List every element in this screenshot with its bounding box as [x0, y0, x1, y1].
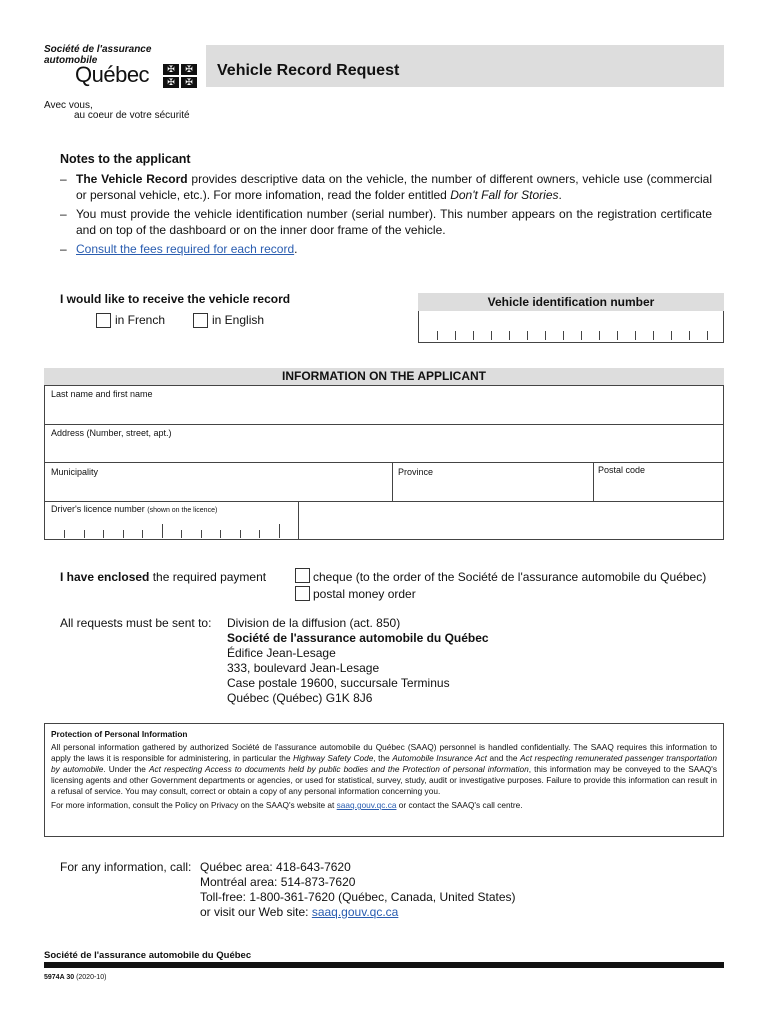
contact-block — [200, 860, 516, 920]
privacy-text: For more information, consult the Policy on Privacy on the SAAQ's website at — [51, 800, 337, 810]
licence-digit-tick — [181, 530, 182, 538]
licence-digit-tick — [201, 530, 202, 538]
vin-digit-tick — [437, 331, 438, 340]
licence-digit-tick — [279, 524, 280, 538]
contact-website-text: or visit our Web site: — [200, 905, 312, 919]
send-to-label: All requests must be sent to: — [60, 616, 212, 630]
org-line-1: Société de l'assurance — [44, 44, 152, 55]
note-1-end: . — [558, 188, 562, 202]
name-label: Last name and first name — [51, 389, 153, 399]
vin-label: Vehicle identification number — [418, 293, 724, 311]
vin-digit-tick — [635, 331, 636, 340]
licence-digit-tick — [84, 530, 85, 538]
address-line-1: Division de la diffusion (act. 850) — [227, 616, 401, 630]
address-label: Address (Number, street, apt.) — [51, 428, 172, 438]
privacy-text: . Under the — [103, 764, 149, 774]
licence-digit-tick — [259, 530, 260, 538]
licence-digit-tick — [298, 530, 299, 538]
org-line-2: automobile — [44, 55, 98, 66]
vin-digit-tick — [653, 331, 654, 340]
address-line-5: Case postale 19600, succursale Terminus — [227, 676, 450, 690]
applicant-heading: INFORMATION ON THE APPLICANT — [44, 368, 724, 385]
payment-label-bold: I have enclosed — [60, 570, 150, 584]
privacy-text: , this information may be conveyed to the SAAQ's licensing agents and other Government departments or agencies, or used for statistical, survey, study, audit or investigative purposes. Failure to provide this information can result in a refusal of service. You may consult, correct or obtain a copy of any personal information concerning you. — [51, 764, 717, 796]
address-field[interactable] — [44, 437, 724, 462]
fleur-de-lis-flag-icon: ✠ ✠ ✠ ✠ — [163, 64, 197, 88]
name-field[interactable] — [44, 398, 724, 424]
quebec-wordmark: Québec — [75, 62, 150, 87]
footer-bar — [44, 962, 724, 968]
english-label: in English — [212, 313, 265, 327]
privacy-text: or contact the SAAQ's call centre. — [396, 800, 523, 810]
privacy-italic: Act respecting Access to documents held by public bodies and the Protection of personal information — [148, 764, 529, 774]
footer-org: Société de l'assurance automobile du Québec — [44, 950, 252, 961]
postal-code-label: Postal code — [598, 465, 646, 475]
vin-input[interactable] — [418, 311, 724, 343]
privacy-italic: Act respecting remunerated passenger transportation by automobile — [51, 753, 717, 774]
vin-digit-tick — [671, 331, 672, 340]
contact-website — [200, 905, 516, 920]
address-line-3: Édifice Jean-Lesage — [227, 646, 336, 660]
vin-digit-tick — [689, 331, 690, 340]
licence-label-text: Driver's licence number — [51, 504, 145, 514]
contact-tollfree: Toll-free: 1-800-361-7620 (Québec, Canada, United States) — [200, 890, 516, 904]
vin-digit-tick — [563, 331, 564, 340]
privacy-text: , the — [373, 753, 393, 763]
vin-digit-tick — [491, 331, 492, 340]
address-line-2: Société de l'assurance automobile du Québec — [227, 631, 489, 645]
money-order-checkbox[interactable] — [295, 586, 310, 601]
fees-link[interactable]: Consult the fees required for each record — [76, 242, 295, 256]
licence-label — [51, 504, 217, 514]
note-1-bold: The Vehicle Record — [76, 172, 188, 186]
province-field[interactable] — [393, 476, 593, 501]
form-code-date: (2020-10) — [76, 974, 107, 981]
french-checkbox[interactable] — [96, 313, 111, 328]
note-1-italic: Don't Fall for Stories — [450, 188, 559, 202]
french-label: in French — [115, 313, 166, 327]
note-3 — [60, 241, 712, 257]
licence-digit-tick — [220, 530, 221, 538]
note-dash: – — [60, 242, 67, 256]
contact-quebec: Québec area: 418-643-7620 — [200, 860, 351, 874]
licence-digit-tick — [64, 530, 65, 538]
note-dash: – — [60, 172, 67, 186]
licence-digit-tick — [240, 530, 241, 538]
vin-digit-tick — [545, 331, 546, 340]
vin-digit-tick — [617, 331, 618, 340]
vin-digit-tick — [581, 331, 582, 340]
privacy-italic: Automobile Insurance Act — [392, 753, 487, 763]
language-question: I would like to receive the vehicle record — [60, 292, 291, 306]
province-label: Province — [398, 467, 434, 477]
vin-digit-tick — [599, 331, 600, 340]
municipality-label: Municipality — [51, 467, 99, 477]
form-code — [44, 974, 106, 981]
privacy-text: and the — [486, 753, 521, 763]
address-line-6: Québec (Québec) G1K 8J6 — [227, 691, 373, 705]
website-link[interactable]: saaq.gouv.qc.ca — [311, 905, 399, 919]
municipality-field[interactable] — [44, 476, 392, 501]
form-code-number: 5974A 30 — [44, 974, 75, 981]
vin-digit-tick — [455, 331, 456, 340]
privacy-notice — [44, 723, 724, 837]
vin-digit-tick — [473, 331, 474, 340]
payment-label — [60, 570, 266, 584]
contact-label: For any information, call: — [60, 860, 192, 874]
page-title: Vehicle Record Request — [217, 62, 400, 79]
money-order-label: postal money order — [313, 587, 416, 601]
postal-code-field[interactable] — [594, 476, 724, 501]
privacy-text: All personal information gathered by authorized Société de l'assurance automobile du Québec (SAAQ) personnel is handled confidentially. The SAAQ requires this information to apply the laws it is responsible for administering, in particular the — [51, 742, 717, 763]
motto-line-2: au coeur de votre sécurité — [74, 110, 190, 121]
cheque-label: cheque (to the order of the Société de l'assurance automobile du Québec) — [313, 570, 707, 584]
note-1 — [60, 171, 712, 203]
note-2 — [60, 206, 712, 238]
vin-digit-tick — [707, 331, 708, 340]
vin-digit-tick — [527, 331, 528, 340]
privacy-paragraph-1 — [51, 742, 717, 797]
address-line-4: 333, boulevard Jean-Lesage — [227, 661, 380, 675]
vin-digit-tick — [509, 331, 510, 340]
licence-digit-tick — [103, 530, 104, 538]
payment-label-rest: the required payment — [149, 570, 267, 584]
privacy-website-link[interactable]: saaq.gouv.qc.ca — [336, 800, 397, 810]
address-block — [227, 616, 489, 706]
privacy-paragraph-2 — [51, 800, 717, 811]
cheque-checkbox[interactable] — [295, 568, 310, 583]
motto-line-1: Avec vous, — [44, 100, 93, 111]
notes-title: Notes to the applicant — [60, 152, 191, 166]
contact-montreal: Montréal area: 514-873-7620 — [200, 875, 356, 889]
note-dash: – — [60, 207, 67, 221]
privacy-italic: Highway Safety Code — [293, 753, 374, 763]
licence-field[interactable] — [44, 515, 298, 540]
privacy-title: Protection of Personal Information — [51, 729, 188, 739]
note-2-text: You must provide the vehicle identification number (serial number). This number appears on the registration certificate and on top of the dashboard or on the inner door frame of the vehicle. — [76, 207, 712, 237]
licence-digit-tick — [162, 524, 163, 538]
licence-label-note: (shown on the licence) — [147, 507, 218, 514]
licence-digit-tick — [123, 530, 124, 538]
note-1-text: provides descriptive data on the vehicle, the number of different owners, vehicle use (commercial or personal vehicle, etc.). For more infomation, read the folder entitled — [76, 172, 712, 202]
note-3-end: . — [294, 242, 298, 256]
licence-digit-tick — [142, 530, 143, 538]
english-checkbox[interactable] — [193, 313, 208, 328]
